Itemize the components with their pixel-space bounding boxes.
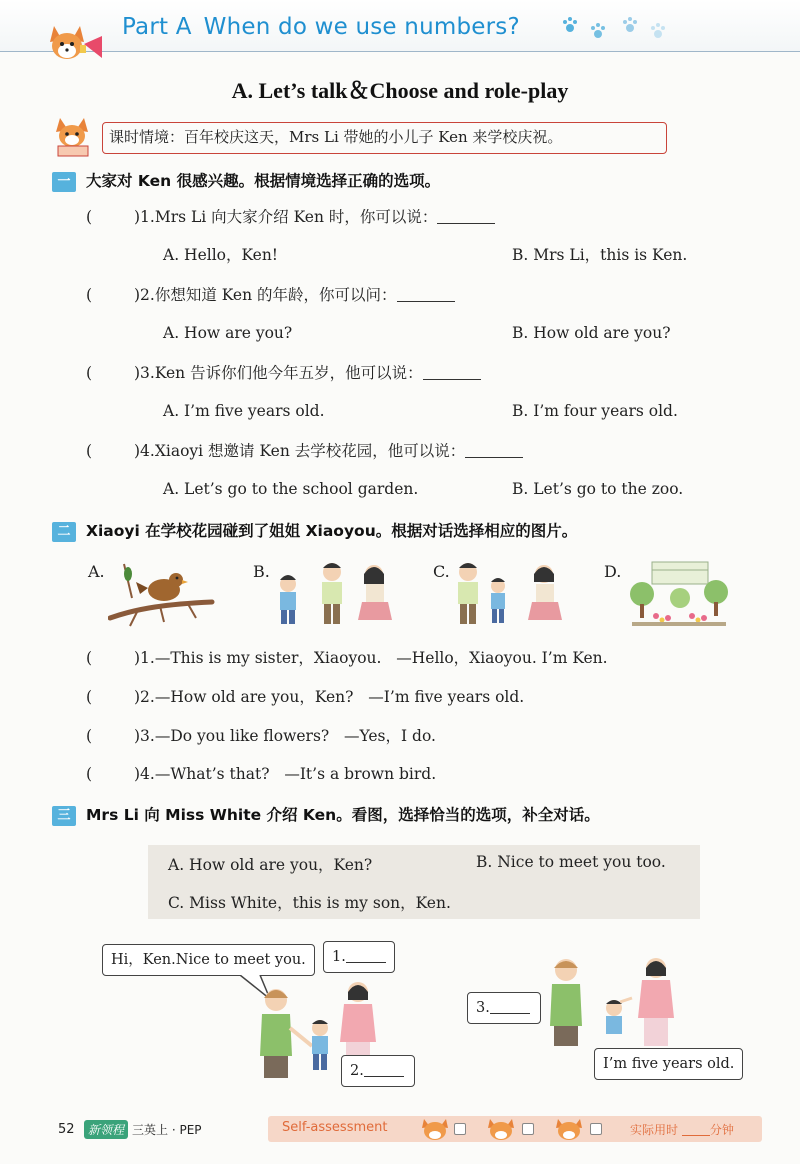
part2-dialog-3 <box>86 725 436 747</box>
picture-label-c: C. <box>433 562 450 581</box>
picture-label-d: D. <box>604 562 622 581</box>
brand-text: 三英上 · PEP <box>132 1123 202 1137</box>
answer-blank[interactable] <box>423 364 481 380</box>
dialog-answer: —It’s a brown bird. <box>284 765 437 783</box>
answer-paren[interactable]: ( <box>86 442 93 460</box>
part1-q2-option-b[interactable]: B. How old are you? <box>512 324 671 342</box>
paw-prints-icon <box>560 14 670 44</box>
part3-option-b[interactable]: B. Nice to meet you too. <box>476 853 666 871</box>
answer-blank[interactable] <box>346 947 386 963</box>
question-number: )2. <box>134 286 155 304</box>
part2-heading <box>52 518 577 544</box>
scenario-box: 课时情境：百年校庆这天，Mrs Li 带她的小儿子 Ken 来学校庆祝。 <box>102 122 667 154</box>
answer-paren[interactable]: ( <box>86 688 93 706</box>
dialog-answer: —Hello，Xiaoyou. I’m Ken. <box>396 649 608 667</box>
part1-question-3 <box>86 362 481 384</box>
dialog-question: —Do you like flowers? <box>154 727 330 745</box>
rating-checkbox-2[interactable] <box>522 1123 534 1135</box>
answer-blank[interactable] <box>465 442 523 458</box>
part2-dialog-1 <box>86 647 608 669</box>
part1-q1-option-b[interactable]: B. Mrs Li，this is Ken. <box>512 246 688 264</box>
fox-face-icon <box>420 1117 450 1141</box>
part1-number-badge: 一 <box>52 172 76 192</box>
part1-q2-option-a[interactable]: A. How are you? <box>163 324 293 342</box>
part2-dialog-2 <box>86 686 524 708</box>
time-unit: 分钟 <box>709 1123 734 1137</box>
answer-blank[interactable] <box>437 208 495 224</box>
blank-number: 1. <box>332 949 346 965</box>
fox-mascot-icon <box>46 18 106 66</box>
answer-paren[interactable]: ( <box>86 727 93 745</box>
part1-q1-option-a[interactable]: A. Hello，Ken! <box>163 246 279 264</box>
bubble-hi-ken: Hi，Ken.Nice to meet you. <box>102 944 315 976</box>
answer-paren[interactable]: ( <box>86 286 93 304</box>
part3-options-box <box>148 845 700 919</box>
dialog-question: —This is my sister，Xiaoyou. <box>154 649 382 667</box>
question-number: )4. <box>134 442 155 460</box>
dialog-number: )1. <box>134 649 155 667</box>
answer-blank[interactable] <box>364 1061 404 1077</box>
lesson-section-title: A. Let’s talk＆Choose and role-play <box>231 78 569 103</box>
self-assessment-bar <box>268 1116 762 1142</box>
miss-white-ken-mrs-li-scene <box>538 958 688 1048</box>
part3-number-badge: 三 <box>52 806 76 826</box>
part1-instruction: 大家对 Ken 很感兴趣。根据情境选择正确的选项。 <box>86 172 441 190</box>
part2-number-badge: 二 <box>52 522 76 542</box>
question-text: Mrs Li 向大家介绍 Ken 时，你可以说： <box>154 208 438 226</box>
bubble-blank-2[interactable] <box>341 1055 415 1087</box>
page-header-title <box>122 14 520 40</box>
rating-checkbox-1[interactable] <box>454 1123 466 1135</box>
bubble-blank-1[interactable] <box>323 941 395 973</box>
bubble-five-years-old: I’m five years old. <box>594 1048 743 1080</box>
fox-reader-icon <box>52 114 100 160</box>
picture-label-b: B. <box>253 562 270 581</box>
dialog-number: )3. <box>134 727 155 745</box>
time-label: 实际用时 <box>630 1123 679 1137</box>
answer-paren[interactable]: ( <box>86 649 93 667</box>
header-part: Part A <box>122 14 192 40</box>
brand-tag: 新领程 <box>84 1120 128 1139</box>
dialog-answer: —Yes，I do. <box>344 727 436 745</box>
answer-blank[interactable] <box>490 998 530 1014</box>
part3-instruction: Mrs Li 向 Miss White 介绍 Ken。看图，选择恰当的选项，补全对话。 <box>86 806 600 824</box>
fox-face-icon <box>486 1117 516 1141</box>
rating-checkbox-3[interactable] <box>590 1123 602 1135</box>
family-introduction-picture[interactable] <box>452 558 570 628</box>
part2-instruction: Xiaoyi 在学校花园碰到了姐姐 Xiaoyou。根据对话选择相应的图片。 <box>86 522 578 540</box>
book-brand <box>84 1120 202 1139</box>
dialog-number: )2. <box>134 688 155 706</box>
question-text: Ken 告诉你们他今年五岁，他可以说： <box>154 364 423 382</box>
children-greeting-picture[interactable] <box>270 558 394 628</box>
bird-on-branch-picture[interactable] <box>108 560 218 628</box>
part1-q3-option-b[interactable]: B. I’m four years old. <box>512 402 678 420</box>
part3-option-a[interactable]: A. How old are you，Ken? <box>168 856 373 874</box>
part3-option-c[interactable]: C. Miss White，this is my son，Ken. <box>168 894 451 912</box>
part1-q3-option-a[interactable]: A. I’m five years old. <box>163 402 325 420</box>
bubble-blank-3[interactable] <box>467 992 541 1024</box>
school-garden-picture[interactable] <box>628 558 730 628</box>
dialog-question: —How old are you，Ken? <box>154 688 354 706</box>
part1-question-4 <box>86 440 523 462</box>
time-used <box>630 1121 734 1138</box>
answer-blank[interactable] <box>397 286 455 302</box>
part1-heading <box>52 168 440 194</box>
blank-number: 3. <box>476 1000 490 1016</box>
self-assessment-label: Self-assessment <box>282 1120 388 1135</box>
answer-paren[interactable]: ( <box>86 208 93 226</box>
part2-dialog-4 <box>86 763 436 785</box>
part1-q4-option-b[interactable]: B. Let’s go to the zoo. <box>512 480 684 498</box>
part1-q4-option-a[interactable]: A. Let’s go to the school garden. <box>163 480 419 498</box>
dialog-question: —What’s that? <box>154 765 270 783</box>
fox-face-icon <box>554 1117 584 1141</box>
answer-paren[interactable]: ( <box>86 765 93 783</box>
question-number: )3. <box>134 364 155 382</box>
page-number: 52 <box>58 1122 75 1137</box>
dialog-answer: —I’m five years old. <box>368 688 525 706</box>
question-text: Xiaoyi 想邀请 Ken 去学校花园，他可以说： <box>154 442 466 460</box>
part3-heading <box>52 802 600 828</box>
part1-question-1 <box>86 206 495 228</box>
question-text: 你想知道 Ken 的年龄，你可以问： <box>154 286 397 304</box>
part1-question-2 <box>86 284 455 306</box>
header-unit-title: When do we use numbers? <box>203 14 520 40</box>
blank-number: 2. <box>350 1063 364 1079</box>
dialog-number: )4. <box>134 765 155 783</box>
time-blank[interactable] <box>682 1124 710 1136</box>
picture-label-a: A. <box>88 562 105 581</box>
question-number: )1. <box>134 208 155 226</box>
answer-paren[interactable]: ( <box>86 364 93 382</box>
